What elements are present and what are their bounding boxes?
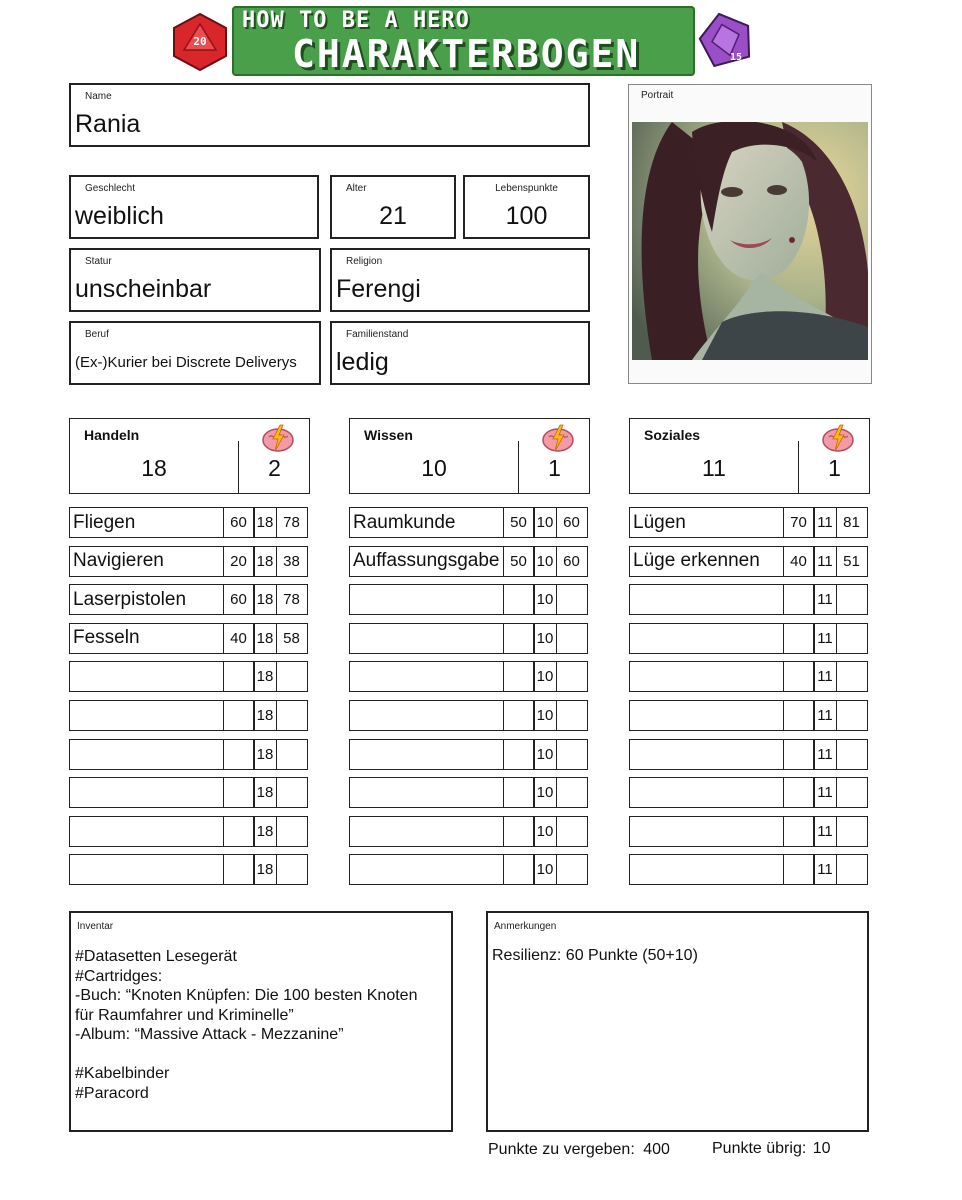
die-right-value: 15: [729, 52, 743, 63]
skill-total-cell[interactable]: [556, 700, 588, 731]
skill-name-cell[interactable]: [629, 584, 784, 615]
attribute-bonus-value: 1: [828, 455, 841, 481]
skill-row[interactable]: [349, 816, 586, 847]
skill-attribute-cell[interactable]: 10: [533, 777, 557, 808]
skill-value-cell[interactable]: 40: [223, 623, 255, 654]
skill-value-cell[interactable]: [783, 661, 815, 692]
beruf-field[interactable]: [69, 321, 321, 385]
skill-attribute-cell[interactable]: 18: [253, 507, 277, 538]
familienstand-label: Familienstand: [346, 329, 409, 340]
skill-total-cell[interactable]: [836, 739, 868, 770]
skill-row[interactable]: [69, 661, 306, 692]
attribute-soziales[interactable]: [629, 418, 870, 494]
skill-name-cell[interactable]: [349, 739, 504, 770]
skill-name-cell[interactable]: [69, 661, 224, 692]
beruf-value: (Ex-)Kurier bei Discrete Deliverys: [75, 354, 297, 371]
skill-value-cell[interactable]: 20: [223, 546, 255, 577]
name-field[interactable]: [69, 83, 590, 147]
skill-value-cell[interactable]: [783, 816, 815, 847]
beruf-label: Beruf: [85, 329, 109, 340]
skill-total-cell[interactable]: [556, 854, 588, 885]
points-remaining-label: Punkte übrig:: [712, 1140, 807, 1157]
skill-name-cell[interactable]: Fliegen: [69, 507, 224, 538]
attribute-base-value: 18: [141, 455, 167, 481]
skill-attribute-cell[interactable]: 10: [533, 584, 557, 615]
attribute-bonus-value: 2: [268, 455, 281, 481]
skill-attribute-cell[interactable]: 10: [533, 854, 557, 885]
skill-value-cell[interactable]: [503, 816, 535, 847]
skill-attribute-cell[interactable]: 18: [253, 739, 277, 770]
religion-value: Ferengi: [336, 275, 421, 303]
attribute-base-value: 10: [421, 455, 447, 481]
skill-total-cell[interactable]: [276, 777, 308, 808]
skill-attribute-cell[interactable]: 11: [813, 507, 837, 538]
portrait-image: [632, 122, 868, 360]
skill-value-cell[interactable]: 50: [503, 546, 535, 577]
skill-row[interactable]: [349, 700, 586, 731]
inventar-line: #Kabelbinder: [75, 1065, 170, 1082]
skill-value-cell[interactable]: [783, 854, 815, 885]
skill-row[interactable]: [629, 507, 866, 538]
skill-name-cell[interactable]: [69, 739, 224, 770]
skill-attribute-cell[interactable]: 10: [533, 546, 557, 577]
familienstand-value: ledig: [336, 348, 389, 376]
lebenspunkte-label: Lebenspunkte: [495, 183, 558, 194]
skill-total-cell[interactable]: [836, 777, 868, 808]
geschlecht-field[interactable]: [69, 175, 319, 239]
skill-value-cell[interactable]: [783, 777, 815, 808]
skill-total-cell[interactable]: 78: [276, 507, 308, 538]
skill-total-cell[interactable]: [556, 816, 588, 847]
anmerkungen-label: Anmerkungen: [494, 921, 557, 932]
skill-value-cell[interactable]: [223, 854, 255, 885]
skill-name-cell[interactable]: [629, 854, 784, 885]
skill-row[interactable]: [629, 584, 866, 615]
lebenspunkte-field[interactable]: [463, 175, 590, 239]
skill-row[interactable]: [69, 546, 306, 577]
skill-name-cell[interactable]: [629, 623, 784, 654]
skill-value-cell[interactable]: [503, 854, 535, 885]
skill-name-cell[interactable]: Laserpistolen: [69, 584, 224, 615]
skill-row[interactable]: [629, 854, 866, 885]
skill-attribute-cell[interactable]: 18: [253, 546, 277, 577]
skill-value-cell[interactable]: [783, 584, 815, 615]
skill-value-cell[interactable]: [783, 623, 815, 654]
skill-row[interactable]: [349, 854, 586, 885]
skill-name-cell[interactable]: [69, 777, 224, 808]
skill-value-cell[interactable]: [223, 816, 255, 847]
skill-name-cell[interactable]: Lügen: [629, 507, 784, 538]
skill-name-cell[interactable]: [349, 623, 504, 654]
skill-attribute-cell[interactable]: 11: [813, 777, 837, 808]
religion-label: Religion: [346, 256, 383, 267]
skill-row[interactable]: [69, 507, 306, 538]
geschlecht-label: Geschlecht: [85, 183, 136, 194]
skill-name-cell[interactable]: Auffassungsgabe: [349, 546, 504, 577]
skill-total-cell[interactable]: [556, 777, 588, 808]
portrait-label: Portrait: [641, 90, 674, 101]
skill-attribute-cell[interactable]: 10: [533, 739, 557, 770]
religion-field[interactable]: [330, 248, 590, 312]
skill-row[interactable]: [629, 546, 866, 577]
skill-attribute-cell[interactable]: 11: [813, 623, 837, 654]
skill-row[interactable]: [69, 816, 306, 847]
statur-label: Statur: [85, 256, 112, 267]
skill-total-cell[interactable]: 38: [276, 546, 308, 577]
skill-row[interactable]: [629, 623, 866, 654]
skill-attribute-cell[interactable]: 11: [813, 700, 837, 731]
skill-row[interactable]: [629, 661, 866, 692]
inventar-box[interactable]: [69, 911, 453, 1132]
brain-lightning-icon: [261, 423, 295, 453]
skill-row[interactable]: [629, 739, 866, 770]
inventar-line: #Cartridges:: [75, 967, 163, 985]
skill-total-cell[interactable]: 51: [836, 546, 868, 577]
skill-value-cell[interactable]: [223, 661, 255, 692]
skill-row[interactable]: [69, 584, 306, 615]
skill-value-cell[interactable]: [223, 700, 255, 731]
d20-die-icon: [170, 12, 230, 72]
skill-value-cell[interactable]: 60: [223, 507, 255, 538]
skill-value-cell[interactable]: [503, 777, 535, 808]
skill-value-cell[interactable]: [503, 700, 535, 731]
statur-field[interactable]: [69, 248, 321, 312]
skill-total-cell[interactable]: [836, 661, 868, 692]
attribute-wissen[interactable]: [349, 418, 590, 494]
skill-name-cell[interactable]: [629, 700, 784, 731]
familienstand-field[interactable]: [330, 321, 590, 385]
skill-name-cell[interactable]: [629, 777, 784, 808]
skill-total-cell[interactable]: [276, 700, 308, 731]
brain-lightning-icon: [541, 423, 575, 453]
points-to-assign-label: Punkte zu vergeben:: [488, 1141, 635, 1158]
skill-total-cell[interactable]: 60: [556, 507, 588, 538]
skill-value-cell[interactable]: 70: [783, 507, 815, 538]
attribute-handeln[interactable]: [69, 418, 310, 494]
skill-total-cell[interactable]: 58: [276, 623, 308, 654]
skill-name-cell[interactable]: Lüge erkennen: [629, 546, 784, 577]
skill-total-cell[interactable]: [836, 854, 868, 885]
page-title: CHARAKTERBOGEN: [292, 32, 641, 76]
inventar-line: -Buch: “Knoten Knüpfen: Die 100 besten Knoten: [75, 987, 418, 1004]
inventar-line: #Paracord: [75, 1084, 149, 1102]
statur-value: unscheinbar: [75, 275, 212, 303]
skill-total-cell[interactable]: [276, 661, 308, 692]
name-value: Rania: [75, 110, 141, 138]
skill-attribute-cell[interactable]: 18: [253, 623, 277, 654]
skill-total-cell[interactable]: [276, 816, 308, 847]
skill-row[interactable]: [629, 700, 866, 731]
attribute-name: Handeln: [84, 427, 140, 443]
inventar-line: [75, 1045, 417, 1065]
skill-total-cell[interactable]: [556, 623, 588, 654]
skill-attribute-cell[interactable]: 11: [813, 816, 837, 847]
skill-attribute-cell[interactable]: 18: [253, 584, 277, 615]
skill-total-cell[interactable]: [836, 700, 868, 731]
d10-die-icon: [696, 10, 756, 70]
inventar-content: [75, 947, 417, 1103]
inventar-label: Inventar: [77, 921, 114, 932]
skill-attribute-cell[interactable]: 11: [813, 854, 837, 885]
skill-name-cell[interactable]: [629, 816, 784, 847]
skill-name-cell[interactable]: [349, 661, 504, 692]
skill-name-cell[interactable]: [349, 816, 504, 847]
skill-row[interactable]: [349, 777, 586, 808]
skill-total-cell[interactable]: [556, 661, 588, 692]
skill-attribute-cell[interactable]: 18: [253, 854, 277, 885]
skill-attribute-cell[interactable]: 18: [253, 777, 277, 808]
skill-row[interactable]: [69, 777, 306, 808]
skill-value-cell[interactable]: 60: [223, 584, 255, 615]
skill-attribute-cell[interactable]: 10: [533, 507, 557, 538]
skill-name-cell[interactable]: [69, 816, 224, 847]
skill-total-cell[interactable]: [836, 623, 868, 654]
skill-row[interactable]: [629, 816, 866, 847]
skill-total-cell[interactable]: 78: [276, 584, 308, 615]
skill-attribute-cell[interactable]: 10: [533, 816, 557, 847]
skill-name-cell[interactable]: [69, 700, 224, 731]
skill-attribute-cell[interactable]: 18: [253, 816, 277, 847]
skill-row[interactable]: [349, 623, 586, 654]
skill-row[interactable]: [349, 584, 586, 615]
skill-name-cell[interactable]: Fesseln: [69, 623, 224, 654]
skill-attribute-cell[interactable]: 10: [533, 661, 557, 692]
skill-total-cell[interactable]: [556, 584, 588, 615]
inventar-line: -Album: “Massive Attack - Mezzanine”: [75, 1026, 344, 1043]
skill-name-cell[interactable]: [629, 661, 784, 692]
skill-row[interactable]: [349, 507, 586, 538]
alter-field[interactable]: [330, 175, 456, 239]
skill-attribute-cell[interactable]: 18: [253, 700, 277, 731]
skill-attribute-cell[interactable]: 10: [533, 700, 557, 731]
skill-total-cell[interactable]: [836, 584, 868, 615]
skill-name-cell[interactable]: [349, 584, 504, 615]
attribute-name: Wissen: [364, 427, 413, 443]
skill-name-cell[interactable]: Raumkunde: [349, 507, 504, 538]
title-banner: [232, 6, 695, 76]
skill-row[interactable]: [69, 854, 306, 885]
anmerkungen-content: Resilienz: 60 Punkte (50+10): [492, 947, 698, 964]
skill-name-cell[interactable]: [349, 700, 504, 731]
skill-total-cell[interactable]: [836, 816, 868, 847]
points-remaining: [712, 1140, 831, 1158]
skill-name-cell[interactable]: [349, 854, 504, 885]
anmerkungen-box[interactable]: [486, 911, 869, 1132]
brain-lightning-icon: [821, 423, 855, 453]
skill-total-cell[interactable]: [276, 739, 308, 770]
skill-row[interactable]: [69, 739, 306, 770]
skill-name-cell[interactable]: [69, 854, 224, 885]
skill-attribute-cell[interactable]: 11: [813, 739, 837, 770]
skill-name-cell[interactable]: [349, 777, 504, 808]
skill-row[interactable]: [629, 777, 866, 808]
skill-name-cell[interactable]: Navigieren: [69, 546, 224, 577]
skill-row[interactable]: [349, 739, 586, 770]
skill-row[interactable]: [349, 546, 586, 577]
skill-total-cell[interactable]: [556, 739, 588, 770]
skill-attribute-cell[interactable]: 10: [533, 623, 557, 654]
skill-value-cell[interactable]: 40: [783, 546, 815, 577]
name-label: Name: [85, 91, 112, 102]
inventar-line: #Datasetten Lesegerät: [75, 948, 237, 965]
points-remaining-value: 10: [812, 1140, 831, 1157]
alter-label: Alter: [346, 183, 367, 194]
lebenspunkte-value: 100: [505, 202, 548, 230]
skill-value-cell[interactable]: [503, 584, 535, 615]
skill-value-cell[interactable]: [503, 739, 535, 770]
points-to-assign: [488, 1141, 670, 1159]
inventar-line: für Raumfahrer und Kriminelle”: [75, 1006, 294, 1024]
skill-value-cell[interactable]: [223, 739, 255, 770]
skill-row[interactable]: [69, 700, 306, 731]
die-left-value: 20: [193, 35, 207, 48]
skill-attribute-cell[interactable]: 11: [813, 661, 837, 692]
skill-value-cell[interactable]: [783, 739, 815, 770]
attribute-base-value: 11: [702, 455, 726, 481]
attribute-bonus-value: 1: [548, 455, 561, 481]
skill-value-cell[interactable]: [503, 623, 535, 654]
geschlecht-value: weiblich: [75, 202, 164, 230]
skill-attribute-cell[interactable]: 11: [813, 546, 837, 577]
title-subline: HOW TO BE A HERO: [242, 8, 470, 33]
skill-name-cell[interactable]: [629, 739, 784, 770]
skill-value-cell[interactable]: [223, 777, 255, 808]
points-to-assign-value: 400: [643, 1141, 670, 1158]
skill-value-cell[interactable]: 50: [503, 507, 535, 538]
skill-total-cell[interactable]: 81: [836, 507, 868, 538]
skill-attribute-cell[interactable]: 11: [813, 584, 837, 615]
skill-attribute-cell[interactable]: 18: [253, 661, 277, 692]
skill-total-cell[interactable]: [276, 854, 308, 885]
alter-value: 21: [379, 202, 407, 230]
skill-total-cell[interactable]: 60: [556, 546, 588, 577]
skill-value-cell[interactable]: [503, 661, 535, 692]
skill-row[interactable]: [69, 623, 306, 654]
skill-row[interactable]: [349, 661, 586, 692]
skill-value-cell[interactable]: [783, 700, 815, 731]
attribute-name: Soziales: [644, 427, 701, 443]
